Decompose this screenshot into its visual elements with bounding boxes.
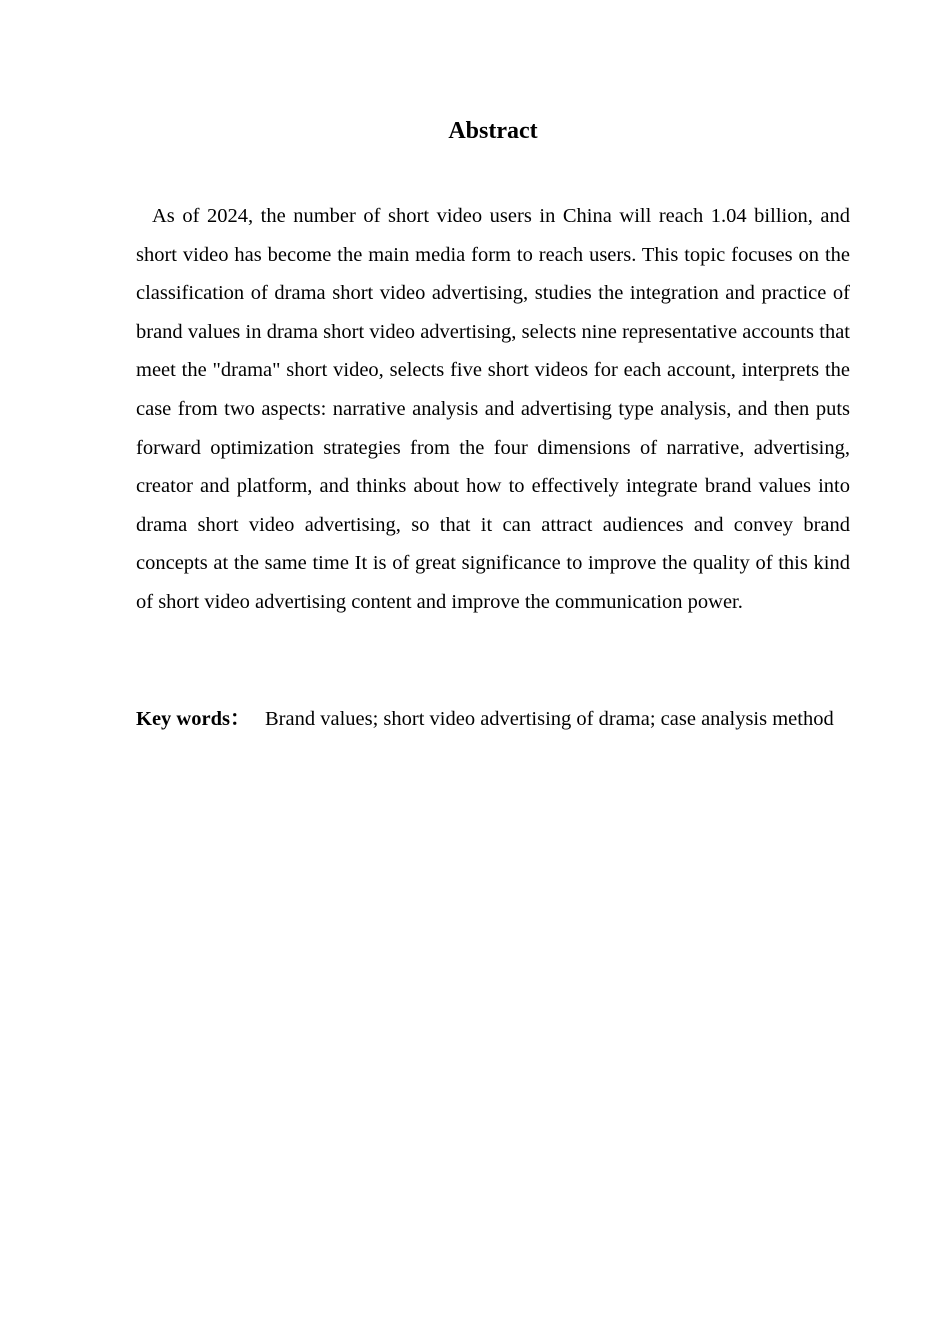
- keywords-section: [136, 700, 850, 739]
- abstract-body: As of 2024, the number of short video users in China will reach 1.04 billion, and short video has become the main media form to reach users. This topic focuses on the classification of drama short video advertising, studies the integration and practice of brand values in drama short video advertising, selects nine representative accounts that meet the "drama" short video, selects five short videos for each account, interprets the case from two aspects: narrative analysis and advertising type analysis, and then puts forward optimization strategies from the four dimensions of narrative, advertising, creator and platform, and thinks about how to effectively integrate brand values into drama short video advertising, so that it can attract audiences and convey brand concepts at the same time It is of great significance to improve the quality of this kind of short video advertising content and improve the communication power.: [136, 205, 850, 613]
- abstract-title: Abstract: [448, 118, 538, 144]
- keywords-label: Key words：: [136, 708, 251, 730]
- keywords-text: Brand values; short video advertising of drama; case analysis method: [265, 708, 834, 730]
